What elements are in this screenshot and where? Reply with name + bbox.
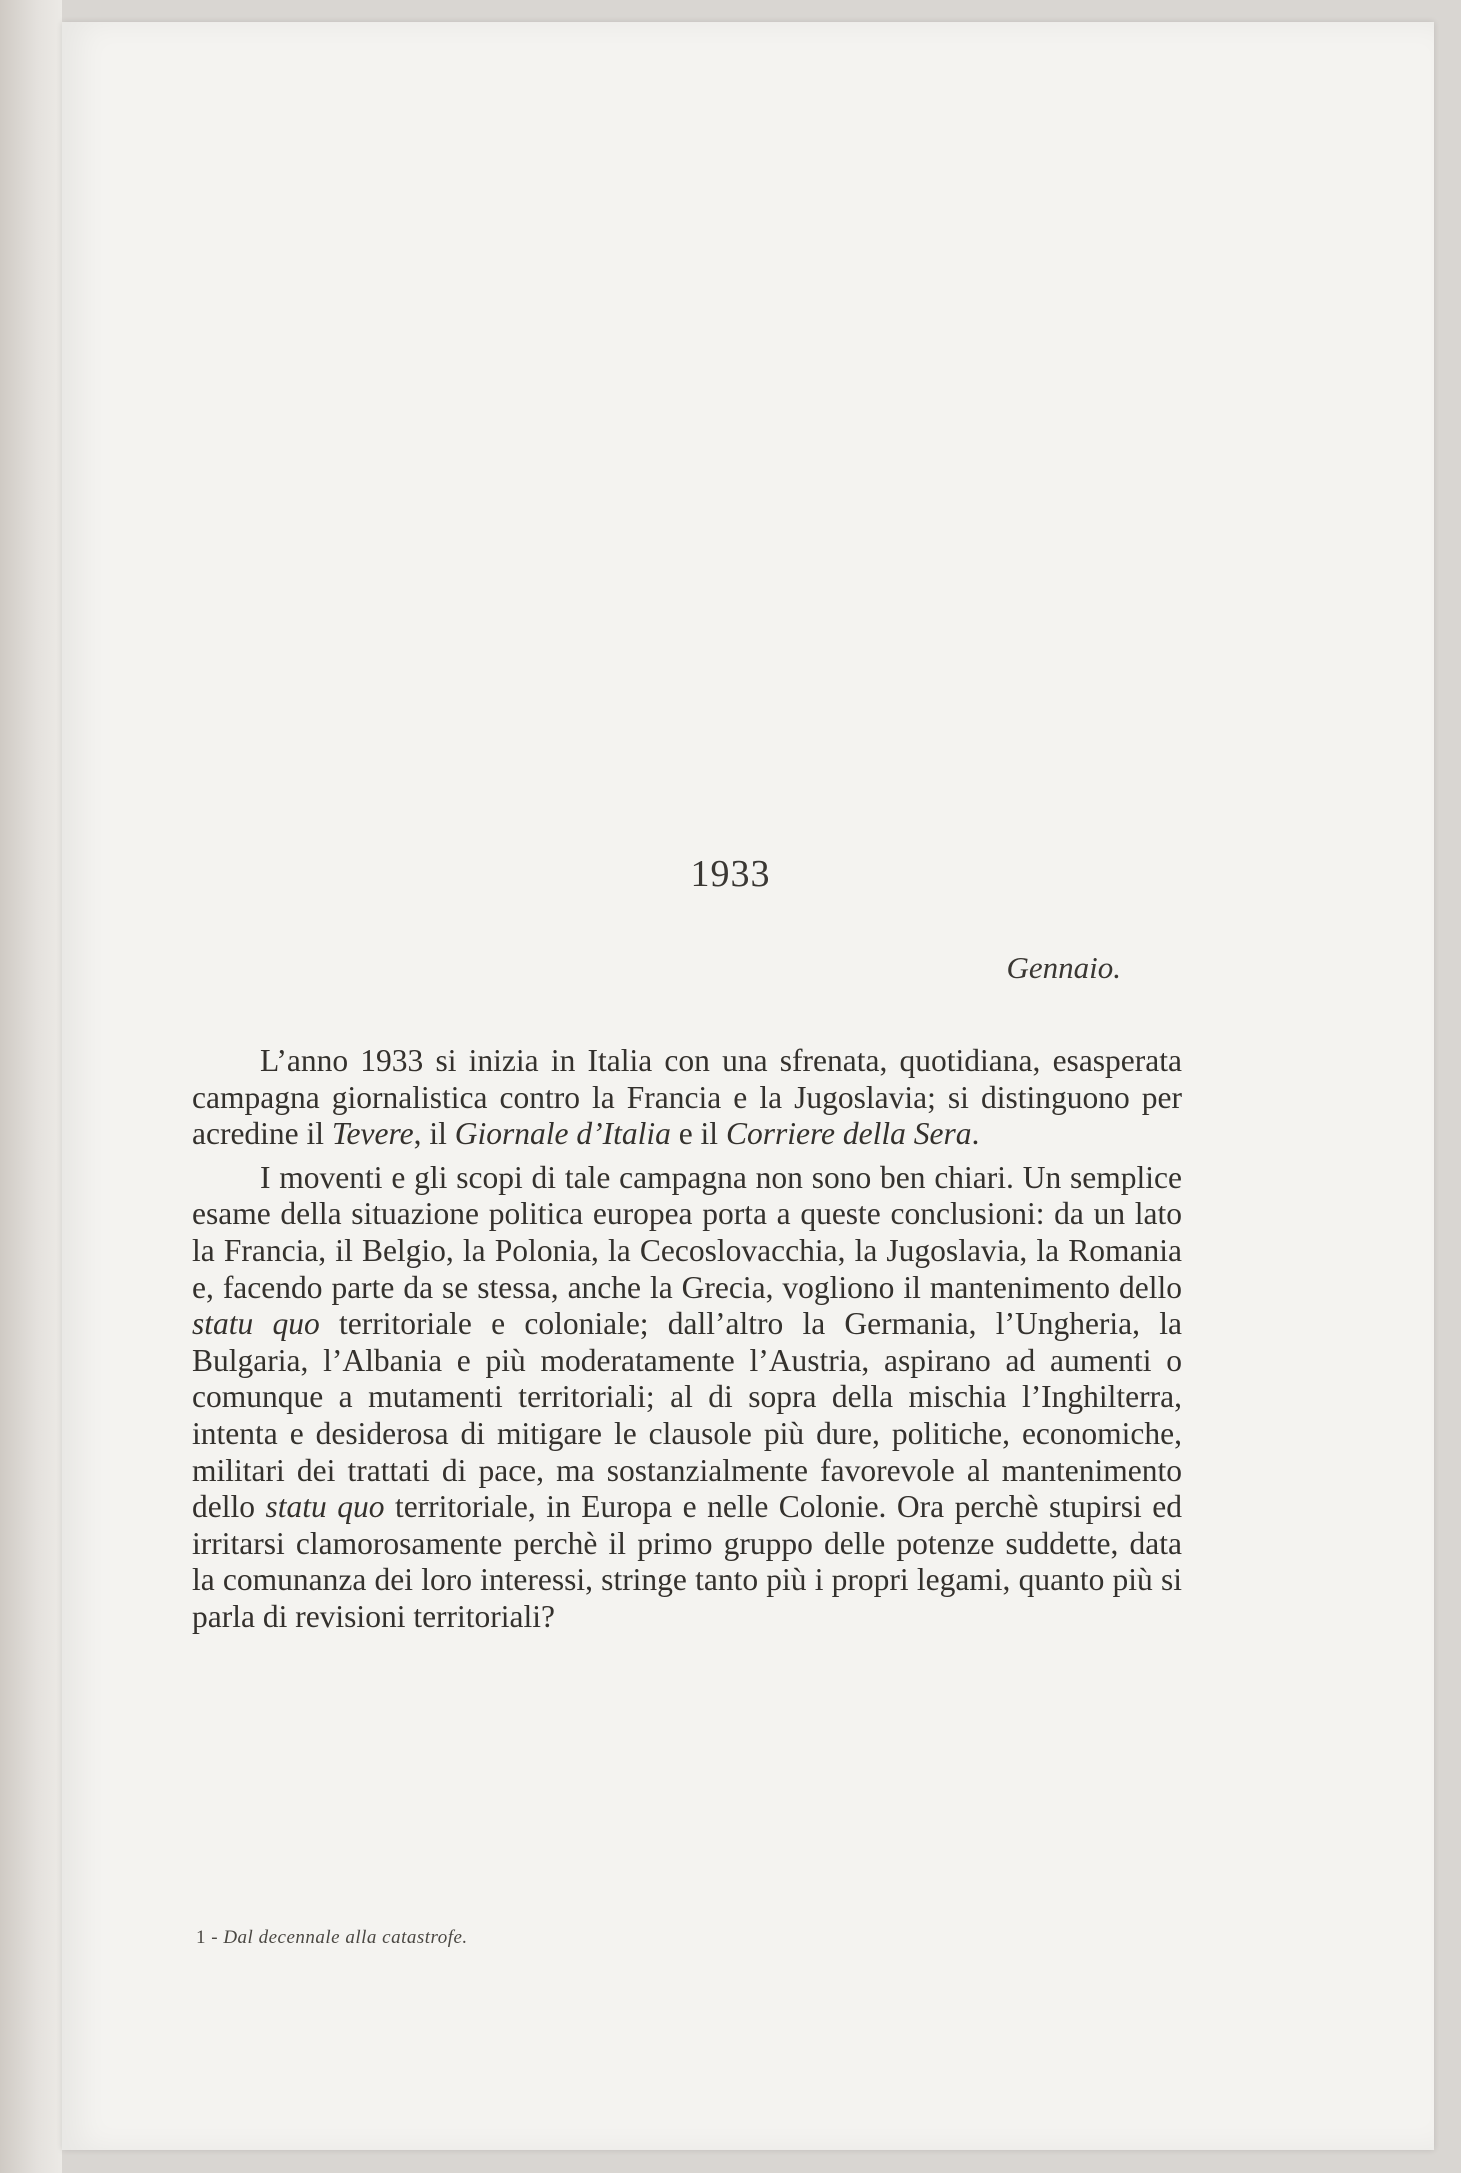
newspaper-giornale-ditalia: Giornale d’Italia bbox=[454, 1116, 671, 1152]
paragraph-2 bbox=[192, 1160, 1182, 1636]
signature-number: 1 - bbox=[196, 1927, 224, 1948]
chapter-year: 1933 bbox=[690, 853, 771, 895]
paragraph-1-text-d: . bbox=[971, 1116, 980, 1152]
paragraph-1 bbox=[192, 1043, 1182, 1153]
newspaper-corriere-della-sera: Corriere della Sera bbox=[725, 1116, 972, 1152]
latin-phrase-statu-quo: statu quo bbox=[265, 1489, 385, 1525]
book-spine-shadow bbox=[0, 0, 62, 2173]
latin-phrase-statu-quo: statu quo bbox=[192, 1306, 320, 1342]
paragraph-2-text-c: territoriale, in Europa e nelle Colonie. Ora perchè stupirsi ed irritarsi clamorosamente perchè il primo gruppo delle potenze suddette, data la comunanza dei loro interessi, stringe tanto più i propri legami, quanto più si parla di revisioni territoriali? bbox=[192, 1489, 1182, 1634]
signature-mark bbox=[196, 1927, 468, 1949]
paragraph-1-text-a: L’anno 1933 si inizia in Italia con una sfrenata, quotidiana, esasperata campagna giornalistica contro la Francia e la Jugoslavia; si distinguono per acredine il bbox=[192, 1043, 1182, 1152]
paragraph-2-text-b: territoriale e coloniale; dall’altro la Germania, l’Ungheria, la Bulgaria, l’Albania e più moderatamente l’Austria, aspirano ad aumenti o comunque a mutamenti territoriali; al di sopra della mischia l’Inghilterra, intenta e desiderosa di mitigare le clausole più dure, politiche, economiche, militari dei trattati di pace, ma sostanzialmente favorevole al mantenimento dello bbox=[192, 1306, 1182, 1525]
paragraph-1-text-c: e il bbox=[670, 1116, 726, 1152]
newspaper-tevere: Tevere bbox=[331, 1116, 414, 1152]
signature-book-title: Dal decennale alla catastrofe. bbox=[223, 1927, 468, 1948]
paragraph-1-text-b: , il bbox=[413, 1116, 455, 1152]
body-text bbox=[192, 1043, 1182, 1636]
section-month: Gennaio. bbox=[1006, 950, 1121, 985]
paragraph-2-text-a: I moventi e gli scopi di tale campagna non sono ben chiari. Un semplice esame della situazione politica europea porta a queste conclusioni: da un lato la Francia, il Belgio, la Polonia, la Cecoslovacchia, la Jugoslavia, la Romania e, facendo parte da se stessa, anche la Grecia, vogliono il mantenimento dello bbox=[192, 1159, 1182, 1305]
